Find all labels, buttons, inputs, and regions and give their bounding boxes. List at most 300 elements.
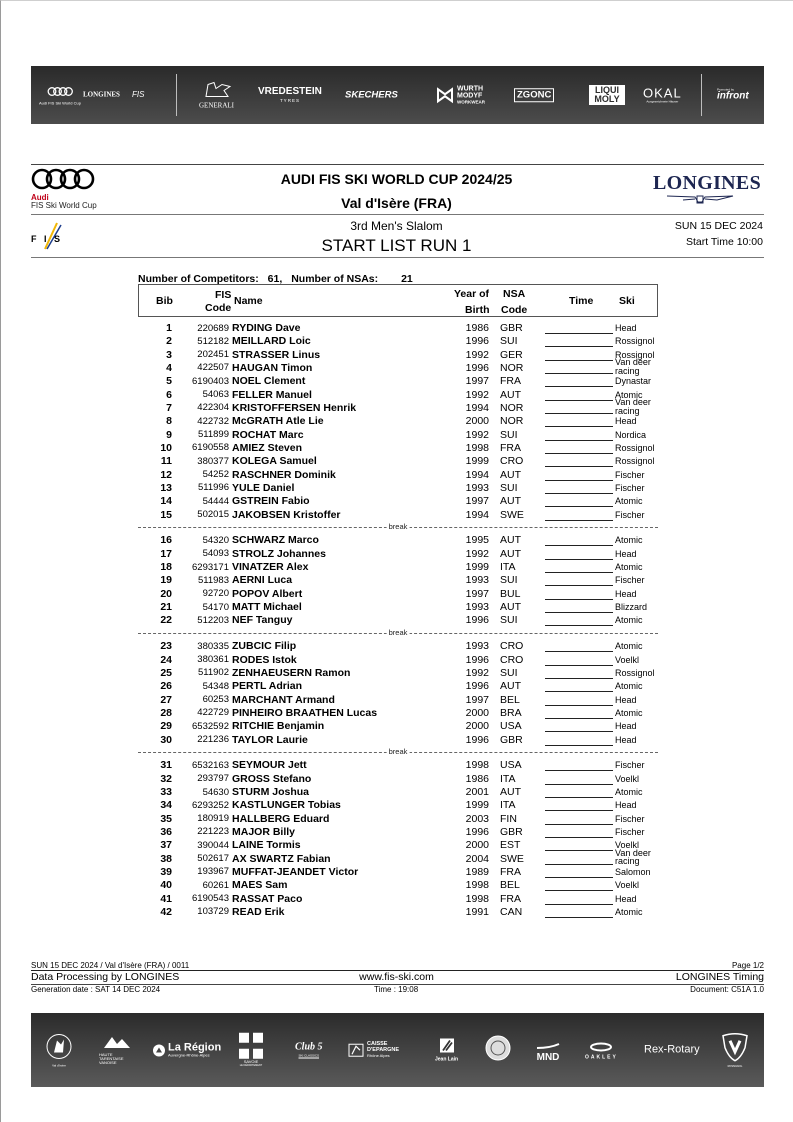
break-label: break	[388, 627, 408, 637]
ski-brand	[615, 682, 643, 691]
competitor-name: RODES Istok	[232, 653, 297, 666]
time-blank-line	[545, 917, 613, 918]
event-name: 3rd Men's Slalom	[350, 219, 443, 233]
nsa-code: AUT	[500, 468, 521, 481]
region-icon	[153, 1044, 165, 1056]
ski-brand	[615, 431, 646, 440]
competitor-name: PERTL Adrian	[232, 680, 303, 693]
competitor-name: READ Erik	[232, 905, 285, 918]
audi-wordmark: Audi	[31, 193, 49, 202]
bib-number: 26	[160, 680, 172, 693]
competitor-name: MATT Michael	[232, 601, 302, 614]
svg-text:I: I	[44, 234, 47, 244]
ski-brand	[615, 563, 643, 572]
fis-code: 422732	[197, 415, 229, 427]
bib-number: 30	[160, 733, 172, 746]
bib-number: 7	[166, 401, 172, 414]
ski-brand	[615, 511, 645, 520]
competitor-row	[138, 905, 658, 918]
ski-brand-line: Voelkl	[615, 773, 640, 784]
nsa-code: SUI	[500, 335, 518, 348]
break-label: break	[388, 521, 408, 531]
ski-brand-line: Atomic	[615, 787, 643, 797]
competitor-name: McGRATH Atle Lie	[232, 415, 324, 428]
fis-code: 6532163	[192, 759, 229, 771]
nsa-code: SWE	[500, 852, 524, 865]
ski-brand-line: Van deer	[615, 396, 651, 407]
nsa-code: BRA	[500, 706, 522, 719]
header-bottom-rule	[31, 257, 764, 258]
longines-wings-icon	[665, 194, 735, 204]
ski-brand	[615, 550, 637, 559]
year-of-birth: 2000	[465, 706, 489, 719]
footer-timing: LONGINES Timing	[675, 971, 764, 983]
competitor-name: MAES Sam	[232, 879, 288, 892]
ski-brand-line: racing	[615, 405, 640, 416]
bib-number: 31	[160, 759, 172, 772]
nsas-label: Number of NSAs:	[291, 273, 379, 285]
competitor-row	[138, 508, 658, 521]
competitor-name: HAUGAN Timon	[232, 361, 313, 374]
ski-brand-line: racing	[615, 856, 640, 867]
ski-brand-line: Van deer	[615, 356, 651, 367]
competitor-row	[138, 798, 658, 811]
ski-brand	[615, 337, 655, 346]
sponsor-vredestein: VREDESTEIN TYRES	[258, 85, 322, 103]
sponsor-la-region: La Région Auvergne-Rhône-Alpes	[153, 1043, 221, 1058]
fis-code: 422729	[197, 707, 229, 719]
ski-brand	[615, 324, 637, 333]
bib-number: 40	[160, 879, 172, 892]
competitor-name: VINATZER Alex	[232, 561, 309, 574]
year-of-birth: 2000	[465, 720, 489, 733]
competitor-row	[138, 481, 658, 494]
ski-brand-line: Atomic	[615, 681, 643, 692]
list-title: START LIST RUN 1	[321, 236, 472, 255]
bib-number: 6	[166, 388, 172, 401]
year-of-birth: 1991	[465, 905, 489, 918]
sponsor-liqui-moly: LIQUI MOLY	[589, 85, 625, 105]
fis-code: 6532592	[192, 720, 229, 732]
ski-brand	[615, 895, 637, 904]
competitor-name: STURM Joshua	[232, 786, 310, 798]
ski-brand-line: Voelkl	[615, 880, 640, 891]
fis-code: 60261	[202, 879, 229, 891]
fis-code: 511899	[198, 429, 229, 441]
bib-number: 25	[160, 666, 172, 679]
competitor-row	[138, 733, 658, 746]
fis-code: 380377	[197, 455, 229, 467]
audi-rings-icon	[47, 87, 73, 97]
ski-brand-line: Atomic	[615, 906, 643, 917]
bib-number: 41	[160, 892, 172, 905]
nsa-code: FRA	[500, 892, 521, 905]
competitor-row	[138, 600, 658, 613]
ski-brand	[615, 497, 643, 506]
ski-brand	[615, 709, 643, 718]
break-label: break	[388, 746, 408, 756]
competitor-name: HALLBERG Eduard	[232, 812, 330, 825]
fis-code: 92720	[202, 588, 229, 600]
competitor-name: LAINE Tormis	[232, 839, 301, 852]
footer-document: Document: C51A 1.0	[690, 985, 764, 994]
sponsor-divider	[701, 74, 702, 116]
competitor-row	[138, 785, 658, 798]
year-of-birth: 1994	[465, 508, 489, 521]
footer-generation-date: Generation date : SAT 14 DEC 2024	[31, 985, 161, 994]
bib-number: 5	[166, 375, 172, 388]
year-of-birth: 1992	[465, 388, 489, 401]
rossignol-shield-icon	[721, 1032, 749, 1062]
sponsor-audi-logo: Audi FIS Ski World Cup	[39, 85, 81, 106]
sponsor-fis: FIS	[132, 90, 145, 99]
year-of-birth: 1995	[465, 534, 489, 547]
mnd-swoosh-icon	[536, 1043, 560, 1049]
ski-brand-line: Atomic	[615, 641, 643, 652]
nsa-code: BEL	[500, 879, 520, 892]
bib-number: 21	[160, 601, 172, 614]
ski-brand-line: Head	[615, 694, 637, 705]
ski-brand-line: Salomon	[615, 866, 651, 877]
col-fis-bottom: Code	[205, 302, 232, 314]
fis-code: 221236	[197, 734, 229, 746]
year-of-birth: 1992	[465, 348, 489, 361]
bib-number: 10	[160, 441, 172, 454]
col-yob-top: Year of	[454, 288, 490, 300]
year-of-birth: 1999	[465, 455, 489, 468]
fis-code: 54170	[202, 601, 229, 613]
footer-page: Page 1/2	[731, 961, 764, 970]
competitor-row	[138, 653, 658, 666]
ski-brand	[615, 484, 645, 493]
nsa-code: ITA	[500, 772, 516, 785]
nsa-code: AUT	[500, 680, 521, 693]
year-of-birth: 2003	[465, 812, 489, 825]
competitor-name: GROSS Stefano	[232, 772, 312, 785]
competitor-name: KASTLUNGER Tobias	[232, 799, 341, 812]
competitor-row	[138, 468, 658, 481]
fis-code: 380335	[197, 640, 229, 652]
savoie-cross-icon	[239, 1033, 263, 1059]
year-of-birth: 1993	[465, 640, 489, 653]
start-time: Start Time 10:00	[685, 236, 763, 248]
year-of-birth: 1997	[465, 495, 489, 508]
bib-number: 42	[160, 905, 172, 918]
competitor-name: POPOV Albert	[232, 587, 303, 600]
ski-brand	[615, 377, 651, 386]
break-separator	[138, 521, 658, 534]
nsa-code: SUI	[500, 428, 518, 441]
bib-number: 35	[160, 812, 172, 825]
competitors-count: 61,	[267, 273, 283, 285]
fis-code: 54630	[202, 786, 229, 798]
fis-code: 60253	[202, 694, 229, 706]
nsa-code: FRA	[500, 375, 521, 388]
fis-code: 6190558	[192, 442, 229, 454]
ski-brand-line: Atomic	[615, 615, 643, 626]
year-of-birth: 1996	[465, 680, 489, 693]
bib-number: 22	[160, 614, 172, 627]
nsa-code: GER	[500, 348, 523, 361]
year-of-birth: 1993	[465, 601, 489, 614]
ski-brand-line: Van deer	[615, 847, 651, 858]
year-of-birth: 2001	[465, 786, 489, 798]
bib-number: 2	[166, 335, 172, 348]
ski-brand	[615, 761, 645, 770]
fis-code: 512203	[197, 614, 229, 626]
ski-brand-line: Voelkl	[615, 840, 640, 851]
sponsor-generali: GENERALI	[199, 81, 234, 110]
col-time: Time	[569, 295, 594, 307]
competitors-label: Number of Competitors:	[138, 273, 259, 285]
generali-lion-icon	[202, 81, 232, 99]
competitor-name: SEYMOUR Jett	[232, 759, 307, 772]
nsa-code: GBR	[500, 733, 523, 746]
year-of-birth: 1992	[465, 547, 489, 560]
bib-number: 28	[160, 706, 172, 719]
sponsor-val-disere: Val d'Isère	[45, 1033, 73, 1068]
competitor-name: YULE Daniel	[232, 481, 295, 494]
fis-code: 390044	[197, 839, 229, 851]
nsa-code: CAN	[500, 905, 523, 918]
fis-code: 6190403	[192, 375, 229, 387]
bib-number: 1	[166, 322, 172, 334]
competitor-name: RASCHNER Dominik	[232, 468, 336, 481]
ski-brand	[615, 576, 645, 585]
fis-code: 193967	[197, 866, 229, 878]
sponsor-mnd: MND	[536, 1037, 560, 1063]
oakley-ellipse-icon	[589, 1043, 613, 1052]
ski-brand-line: Head	[615, 416, 637, 427]
bib-number: 3	[166, 348, 172, 361]
year-of-birth: 1997	[465, 587, 489, 600]
nsa-code: SUI	[500, 614, 518, 627]
year-of-birth: 1994	[465, 401, 489, 414]
competition-title: AUDI FIS SKI WORLD CUP 2024/25	[280, 171, 513, 187]
fis-code: 422507	[197, 362, 229, 374]
competitor-row	[138, 388, 658, 401]
bib-number: 17	[160, 547, 172, 560]
col-fis-top: FIS	[215, 289, 232, 301]
bib-number: 16	[160, 534, 172, 547]
bib-number: 8	[166, 415, 172, 428]
nsa-code: NOR	[500, 415, 524, 428]
year-of-birth: 1989	[465, 865, 489, 878]
footer-time: Time : 19:08	[374, 985, 419, 994]
nsa-code: ITA	[500, 561, 516, 574]
nsa-code: SWE	[500, 508, 524, 521]
ski-brand	[615, 788, 643, 797]
ski-brand	[615, 669, 655, 678]
ski-brand-line: Voelkl	[615, 654, 640, 665]
bottom-sponsor-banner	[31, 1013, 764, 1087]
header-top-rule	[31, 164, 764, 165]
ski-brand-line: Nordica	[615, 429, 647, 440]
ski-brand-line: Head	[615, 323, 637, 333]
competitor-name: RITCHIE Benjamin	[232, 720, 325, 733]
ski-brand-line: Blizzard	[615, 602, 648, 613]
year-of-birth: 1993	[465, 574, 489, 587]
competitor-name: AX SWARTZ Fabian	[232, 852, 331, 865]
fis-code: 221223	[197, 826, 229, 838]
ski-brand	[615, 444, 655, 453]
fis-code: 180919	[197, 813, 229, 825]
competitor-name: TAYLOR Laurie	[232, 733, 308, 746]
sponsor-okal: OKAL Ausgezeichnete Häuser	[643, 85, 682, 104]
competitor-name: GSTREIN Fabio	[232, 495, 310, 508]
competitor-name: MUFFAT-JEANDET Victor	[232, 865, 359, 878]
longines-logo: LONGINES	[653, 172, 761, 194]
sponsor-savoie: SAVOIE LE DÉPARTEMENT	[239, 1033, 263, 1068]
sponsor-zgonc: ZGONC	[514, 88, 554, 102]
bib-number: 32	[160, 772, 172, 785]
footer-event-code: SUN 15 DEC 2024 / Val d'Isère (FRA) / 0011	[31, 961, 190, 970]
nsa-code: USA	[500, 720, 522, 733]
ski-brand	[615, 736, 637, 745]
nsa-code: GBR	[500, 825, 523, 838]
bib-number: 34	[160, 799, 172, 812]
bib-number: 4	[166, 361, 172, 374]
ski-brand-line: Rossignol	[615, 442, 655, 453]
race-date: SUN 15 DEC 2024	[674, 220, 763, 232]
ski-brand	[615, 616, 643, 625]
competitor-row	[138, 758, 658, 771]
nsa-code: BUL	[500, 587, 521, 600]
nsa-code: CRO	[500, 653, 524, 666]
bib-number: 18	[160, 561, 172, 574]
sponsor-skechers: SKECHERS	[345, 89, 398, 101]
bib-number: 33	[160, 786, 172, 798]
ski-brand	[615, 471, 645, 480]
bib-number: 14	[160, 495, 172, 508]
ski-brand-line: Fischer	[615, 469, 645, 480]
competitor-row	[138, 533, 658, 546]
top-sponsor-banner	[31, 66, 764, 124]
competitor-row	[138, 334, 658, 347]
competitor-row	[138, 825, 658, 838]
competitor-row	[138, 613, 658, 626]
year-of-birth: 1986	[465, 322, 489, 334]
competitor-name: SCHWARZ Marco	[232, 534, 319, 547]
fis-code: 54444	[202, 495, 229, 507]
break-separator	[138, 746, 658, 759]
nsa-code: SUI	[500, 481, 518, 494]
squirrel-icon	[348, 1043, 364, 1057]
competitor-row	[138, 414, 658, 427]
competitor-row	[138, 560, 658, 573]
ski-brand	[615, 457, 655, 466]
nsa-code: NOR	[500, 401, 524, 414]
fis-code: 54320	[202, 534, 229, 546]
ski-brand-line: Atomic	[615, 496, 643, 507]
year-of-birth: 1997	[465, 375, 489, 388]
ski-brand	[615, 603, 647, 612]
sponsor-rex-rotary: Rex-Rotary	[644, 1043, 700, 1056]
year-of-birth: 1986	[465, 772, 489, 785]
bib-number: 27	[160, 693, 172, 706]
fis-code: 220689	[197, 322, 229, 334]
ski-brand	[615, 849, 651, 866]
year-of-birth: 1996	[465, 653, 489, 666]
nsa-code: CRO	[500, 640, 524, 653]
competitor-name: AMIEZ Steven	[232, 441, 303, 454]
bib-number: 11	[160, 455, 172, 468]
col-bib: Bib	[156, 295, 173, 307]
ski-brand	[615, 828, 645, 837]
ski-brand	[615, 656, 639, 665]
table-header	[138, 284, 658, 317]
fis-code: 502015	[197, 509, 229, 521]
fis-code: 380361	[197, 654, 229, 666]
competitor-row	[138, 639, 658, 652]
competitor-row	[138, 878, 658, 891]
fis-code: 512182	[197, 335, 229, 347]
fis-code: 511983	[198, 574, 229, 586]
competitor-name: RYDING Dave	[232, 322, 301, 334]
nsa-code: NOR	[500, 361, 524, 374]
fis-code: 6190543	[192, 893, 229, 905]
year-of-birth: 1998	[465, 879, 489, 892]
bib-number: 15	[160, 508, 172, 521]
fis-code: 54348	[202, 680, 229, 692]
competitor-row	[138, 772, 658, 785]
nsa-code: CRO	[500, 455, 524, 468]
competitor-name: MAJOR Billy	[232, 825, 296, 838]
year-of-birth: 1998	[465, 759, 489, 772]
ski-brand-line: Head	[615, 588, 637, 599]
bib-number: 39	[160, 865, 172, 878]
year-of-birth: 2000	[465, 839, 489, 852]
fis-code: 293797	[197, 773, 229, 785]
bib-number: 24	[160, 653, 172, 666]
competitor-name: RASSAT Paco	[232, 892, 303, 905]
year-of-birth: 1994	[465, 468, 489, 481]
sponsor-club-5: Club 5 SKI CLASSICS	[295, 1041, 323, 1058]
nsa-code: AUT	[500, 786, 521, 798]
fis-code: 202451	[197, 349, 229, 361]
competitor-row	[138, 396, 658, 416]
competitor-row	[138, 547, 658, 560]
competitor-row	[138, 348, 658, 361]
fis-code: 502617	[197, 853, 229, 865]
competitor-row	[138, 865, 658, 878]
fis-code: 6293252	[192, 799, 229, 811]
ski-brand-line: Fischer	[615, 482, 645, 493]
col-nsa-bottom: Code	[501, 304, 528, 316]
fis-code: 54093	[202, 548, 229, 560]
competitor-row	[138, 812, 658, 825]
competitor-name: PINHEIRO BRAATHEN Lucas	[232, 706, 378, 719]
col-nsa-top: NSA	[503, 288, 526, 300]
ski-brand	[615, 722, 637, 731]
nsas-count: 21	[401, 273, 413, 285]
ski-brand-line: Rossignol	[615, 336, 655, 347]
competitor-row	[138, 428, 658, 441]
competitor-row	[138, 838, 658, 851]
break-separator	[138, 627, 658, 640]
sponsor-longines: LONGINES	[83, 90, 120, 99]
ski-brand-line: Dynastar	[615, 376, 652, 387]
sponsor-haute-tarentaise: HAUTE TARENTAISE VANOISE	[99, 1035, 135, 1065]
sponsor-rossignol: ROSSIGNOL	[721, 1032, 749, 1069]
competitor-row	[138, 693, 658, 706]
competitor-name: MARCHANT Armand	[232, 693, 335, 706]
competitor-name: MEILLARD Loic	[232, 335, 311, 348]
footer-website[interactable]: www.fis-ski.com	[359, 971, 434, 983]
nsa-code: AUT	[500, 388, 521, 401]
ski-brand	[615, 398, 651, 415]
fis-code: 54063	[202, 389, 229, 401]
